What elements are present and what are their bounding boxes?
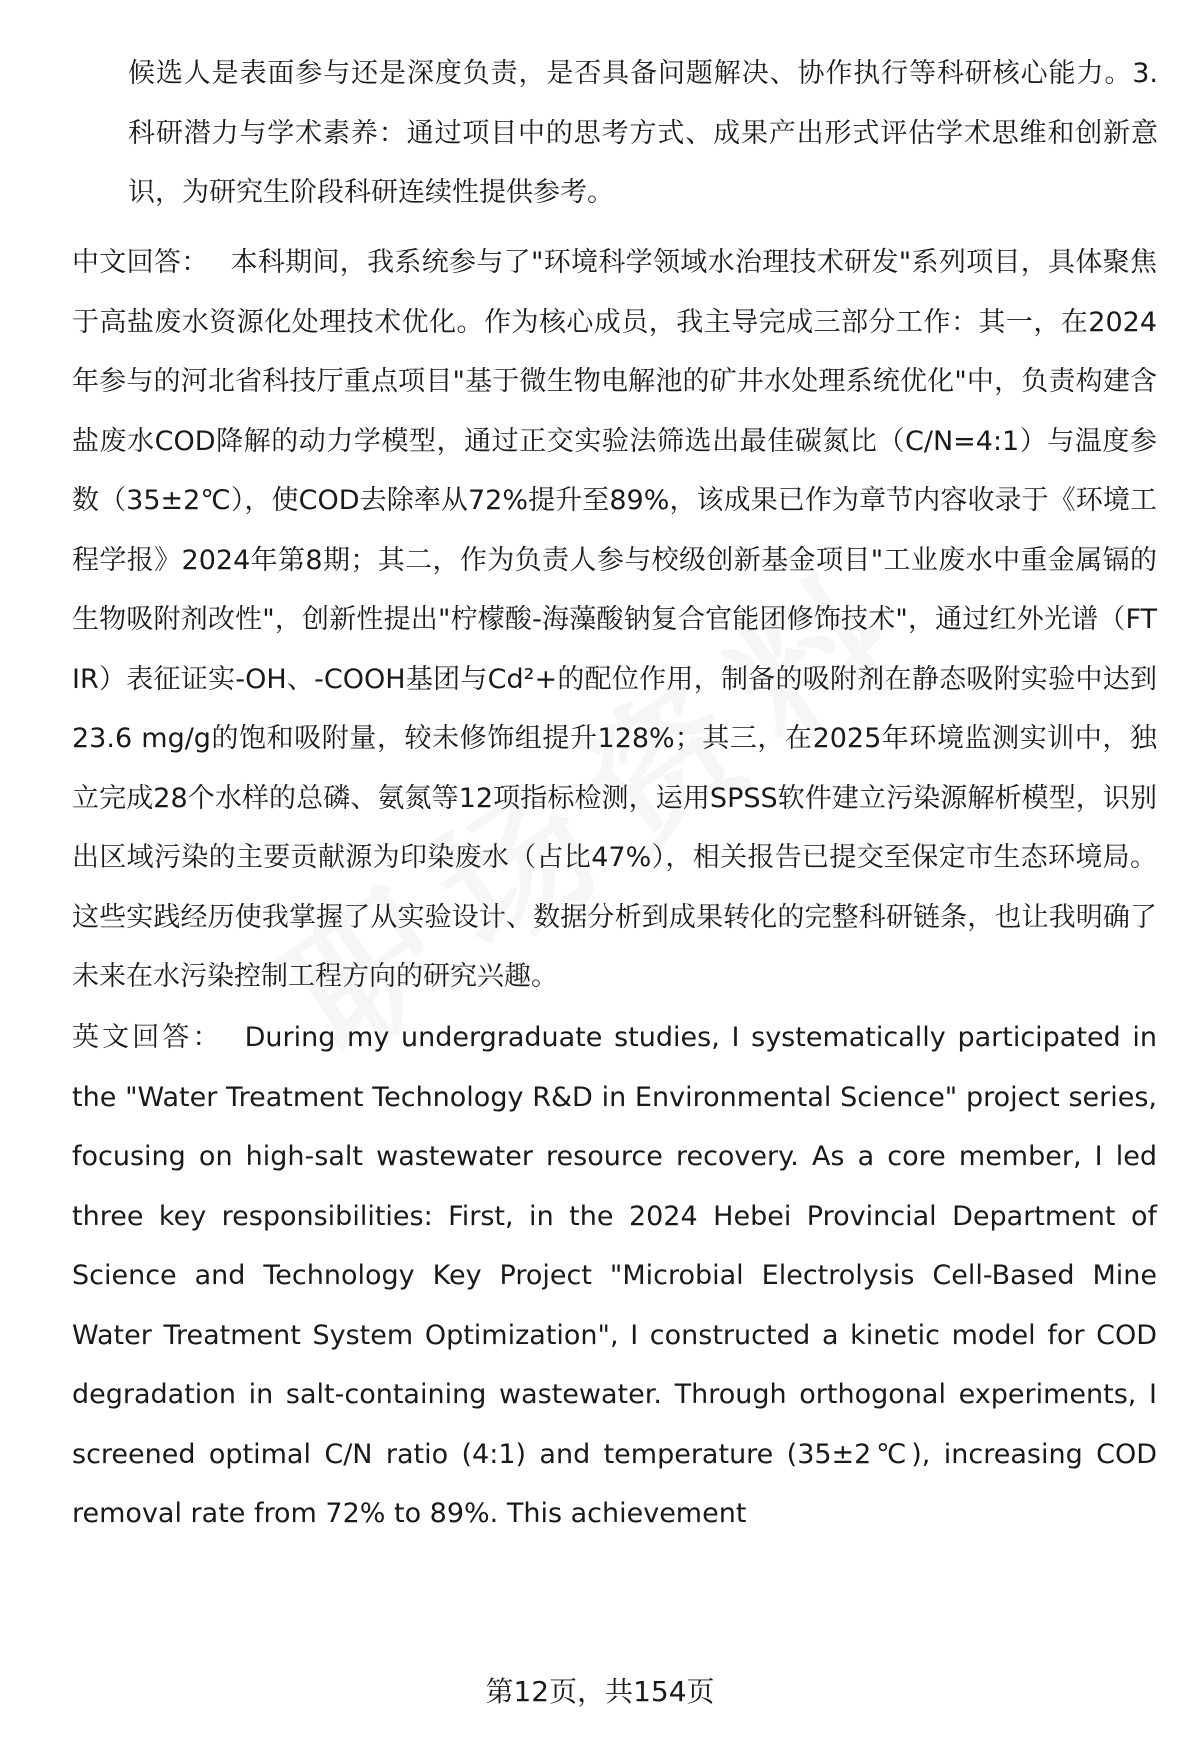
page-number-footer: 第12页，共154页 <box>485 1675 715 1708</box>
english-answer-paragraph <box>72 1008 1157 1544</box>
chinese-answer-label: 中文回答： <box>72 247 209 278</box>
chinese-answer-body: 本科期间，我系统参与了"环境科学领域水治理技术研发"系列项目，具体聚焦于高盐废水资源化处理技术优化。作为核心成员，我主导完成三部分工作：其一，在2024年参与的河北省科技厅重点项目"基于微生物电解池的矿井水处理系统优化"中，负责构建含盐废水COD降解的动力学模型，通过正交实验法筛选出最佳碳氮比（C/N=4:1）与温度参数（35±2℃），使COD去除率从72%提升至89%，该成果已作为章节内容收录于《环境工程学报》2024年第8期；其二，作为负责人参与校级创新基金项目"工业废水中重金属镉的生物吸附剂改性"，创新性提出"柠檬酸-海藻酸钠复合官能团修饰技术"，通过红外光谱（FTIR）表征证实-OH、-COOH基团与Cd²+的配位作用，制备的吸附剂在静态吸附实验中达到23.6 mg/g的饱和吸附量，较未修饰组提升128%；其三，在2025年环境监测实训中，独立完成28个水样的总磷、氨氮等12项指标检测，运用SPSS软件建立污染源解析模型，识别出区域污染的主要贡献源为印染废水（占比47%），相关报告已提交至保定市生态环境局。这些实践经历使我掌握了从实验设计、数据分析到成果转化的完整科研链条，也让我明确了未来在水污染控制工程方向的研究兴趣。 <box>72 247 1157 992</box>
continuation-paragraph: 候选人是表面参与还是深度负责，是否具备问题解决、协作执行等科研核心能力。3. 科研潜力与学术素养：通过项目中的思考方式、成果产出形式评估学术思维和创新意识，为研究生阶段科研连续性提供参考。 <box>128 58 1158 208</box>
chinese-answer-paragraph <box>72 233 1157 1007</box>
english-answer-label: 英文回答： <box>72 1022 223 1053</box>
english-answer-body: During my undergraduate studies, I systematically participated in the "Water Treatment Technology R&D in Environmental Science" project series, focusing on high-salt wastewater resource recovery. As a core member, I led three key responsibilities: First, in the 2024 Hebei Provincial Department of Science and Technology Key Project "Microbial Electrolysis Cell-Based Mine Water Treatment System Optimization", I constructed a kinetic model for COD degradation in salt-containing wastewater. Through orthogonal experiments, I screened optimal C/N ratio (4:1) and temperature (35±2℃), increasing COD removal rate from 72% to 89%. This achievement <box>72 1022 1158 1529</box>
